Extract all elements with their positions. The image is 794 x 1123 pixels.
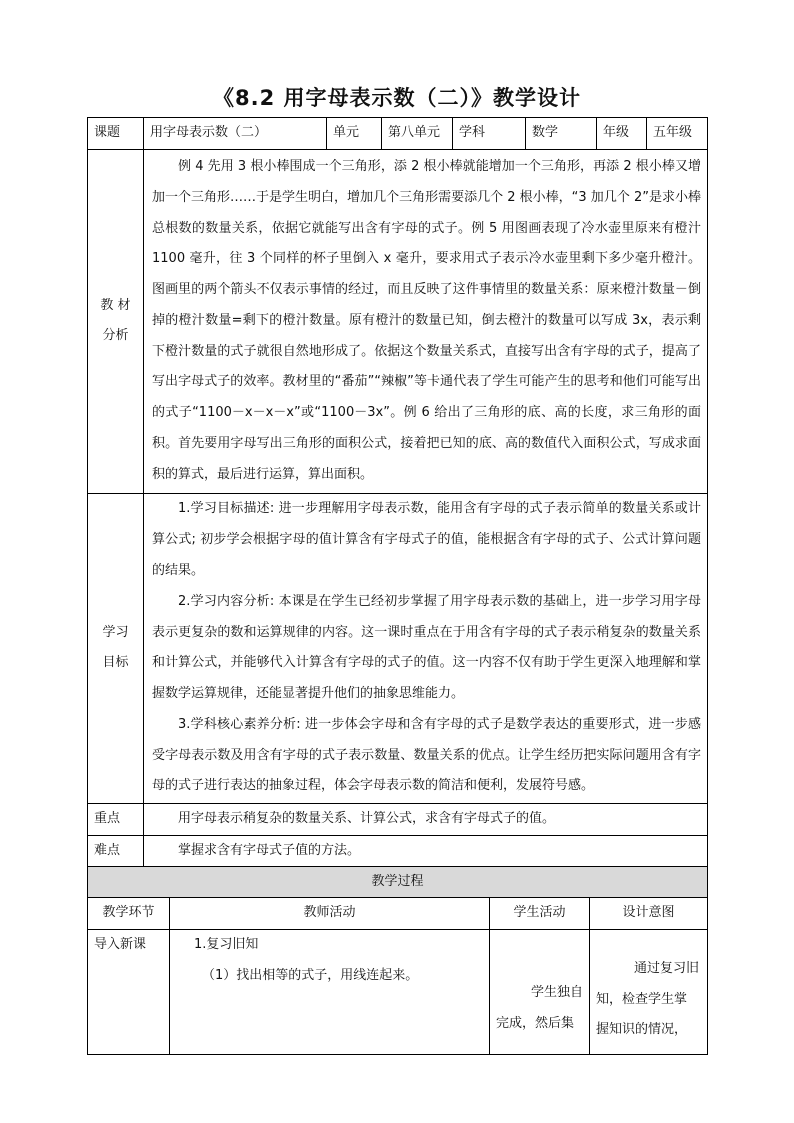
analysis-label-line1: 教 材 xyxy=(100,297,131,313)
row1-teacher-line2: （1）找出相等的式子，用线连起来。 xyxy=(202,967,419,983)
goals-label xyxy=(88,493,144,803)
row1-stage: 导入新课 xyxy=(88,929,170,1054)
row1-intent-line2: 知，检查学生掌 xyxy=(596,991,688,1007)
goal-paragraph-2: 2.学习内容分析: 本课是在学生已经初步掌握了用字母表示数的基础上，进一步学习用字母表示更复杂的数和运算规律的内容。这一课时重点在于用含有字母的式子表示稍复杂的数量关系和计算公式，并能够代入计算含有字母的式子的值。这一内容不仅有助于学生更深入地理解和掌握数学运算规律，还能显著提升他们的抽象思维能力。 xyxy=(152,593,701,702)
unit-value: 第八单元 xyxy=(382,118,453,150)
row1-student-line2: 完成，然后集 xyxy=(496,1015,575,1031)
row1-teacher xyxy=(170,929,490,1054)
process-table xyxy=(87,866,708,1055)
difficulty-text: 掌握求含有字母式子值的方法。 xyxy=(144,835,708,867)
goal-paragraph-1: 1.学习目标描述: 进一步理解用字母表示数，能用含有字母的式子表示简单的数量关系或计算公式; 初步学会根据字母的值计算含有字母式子的值，能根据含有字母的式子、公式计算问题的结果。 xyxy=(152,501,701,578)
difficulty-label: 难点 xyxy=(88,835,144,867)
info-table xyxy=(87,117,708,867)
col-teacher: 教师活动 xyxy=(170,898,490,930)
col-intent: 设计意图 xyxy=(590,898,708,930)
goal-paragraph-3: 3.学科核心素养分析: 进一步体会字母和含有字母的式子是数学表达的重要形式，进一步感受字母表示数及用含有字母的式子表示数量、数量关系的优点。让学生经历把实际问题用含有字母的式子进行表达的抽象过程，体会字母表示数的简洁和便利，发展符号感。 xyxy=(152,716,701,794)
subject-label: 学科 xyxy=(453,118,526,150)
analysis-text: 例 4 先用 3 根小棒围成一个三角形，添 2 根小棒就能增加一个三角形，再添 2 根小棒又增加一个三角形……于是学生明白，增加几个三角形需要添几个 2 根小棒，“3 加几个 2”是求小棒总根数的数量关系，依据它就能写出含有字母的式子。例 5 用图画表现了冷水壶里原来有橙汁 1100 毫升，往 3 个同样的杯子里倒入 x 毫升，要求用式子表示冷水壶里剩下多少毫升橙汁。图画里的两个箭头不仅表示事情的经过，而且反映了这件事情里的数量关系：原来橙汁数量－倒掉的橙汁数量=剩下的橙汁数量。原有橙汁的数量已知，倒去橙汁的数量可以写成 3x，表示剩下橙汁数量的式子就很自然地形成了。依据这个数量关系式，直接写出含有字母的式子，提高了写出字母式子的效率。教材里的“番茄”“辣椒”等卡通代表了学生可能产生的思考和他们可能写出的式子“1100－x－x－x”或“1100－3x”。例 6 给出了三角形的底、高的长度，求三角形的面积。首先要用字母写出三角形的面积公式，接着把已知的底、高的数值代入面积公式，写成求面积的算式，最后进行运算，算出面积。 xyxy=(144,149,708,493)
goals-label-line2: 目标 xyxy=(102,655,129,671)
topic-value: 用字母表示数（二） xyxy=(144,118,327,150)
analysis-label-line2: 分析 xyxy=(102,328,129,344)
page-title: 《8.2 用字母表示数（二）》教学设计 xyxy=(212,86,581,110)
analysis-label xyxy=(88,149,144,493)
row1-intent xyxy=(590,929,708,1054)
col-student: 学生活动 xyxy=(490,898,590,930)
grade-label: 年级 xyxy=(597,118,647,150)
key-point-label: 重点 xyxy=(88,803,144,835)
key-point-text: 用字母表示稍复杂的数量关系、计算公式，求含有字母式子的值。 xyxy=(144,803,708,835)
subject-value: 数学 xyxy=(526,118,597,150)
row1-student-line1: 学生独自 xyxy=(530,984,583,1000)
grade-value: 五年级 xyxy=(647,118,708,150)
unit-label: 单元 xyxy=(327,118,382,150)
row1-student xyxy=(490,929,590,1054)
row1-intent-line1: 通过复习旧 xyxy=(634,960,700,976)
row1-intent-line3: 握知识的情况， xyxy=(596,1022,688,1038)
process-header: 教学过程 xyxy=(88,867,708,898)
goals-text xyxy=(144,493,708,803)
goals-label-line1: 学习 xyxy=(102,624,129,640)
topic-label: 课题 xyxy=(88,118,144,150)
row1-teacher-line1: 1.复习旧知 xyxy=(194,936,259,952)
col-stage: 教学环节 xyxy=(88,898,170,930)
